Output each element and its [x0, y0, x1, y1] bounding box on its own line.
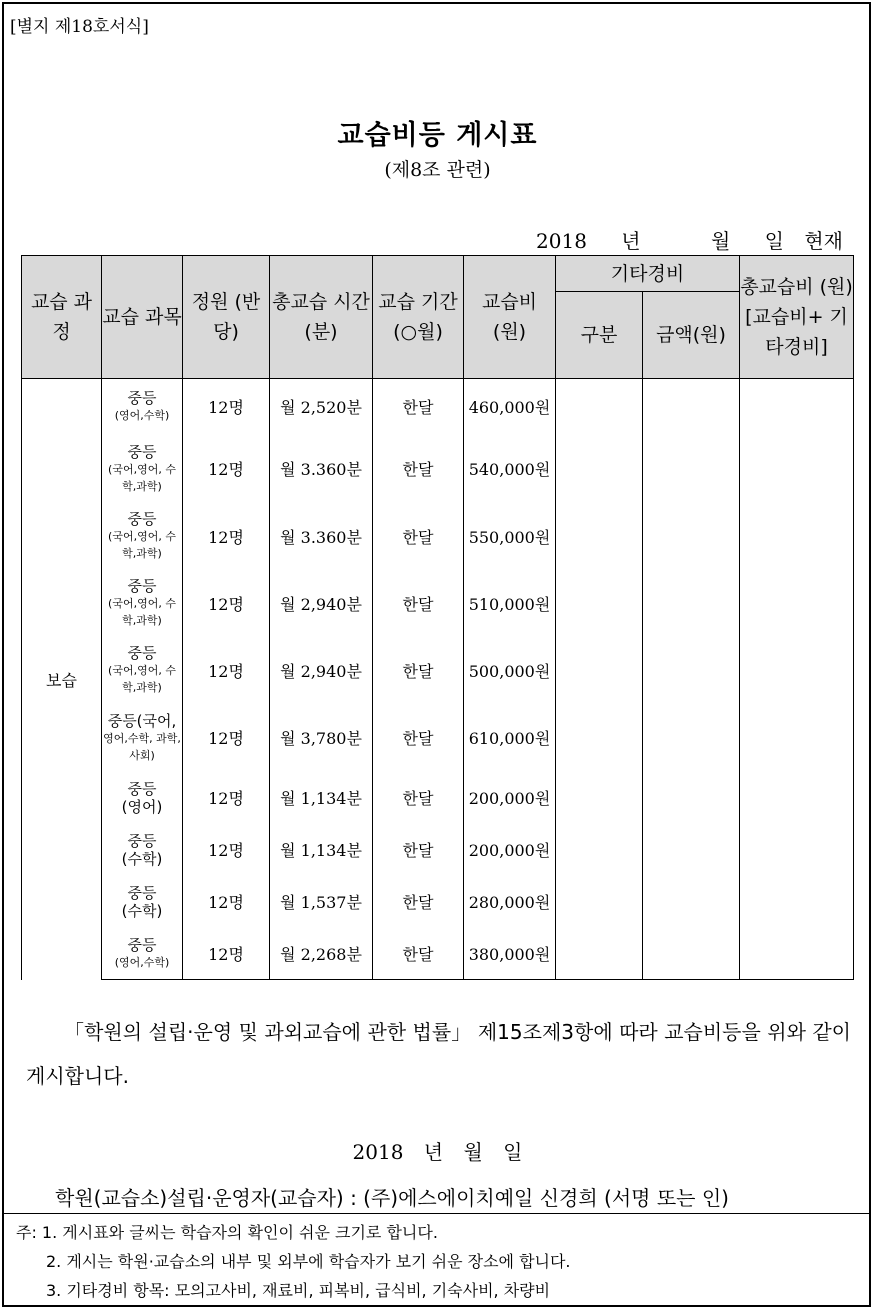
other-amount-cell: [643, 824, 740, 876]
header-tuition: 교습비 (원): [464, 256, 556, 379]
subject-main: 중등: [127, 389, 157, 408]
table-row: [22, 928, 854, 980]
header-other-expenses: 기타경비: [556, 256, 740, 292]
tuition-cell: 550,000원: [464, 503, 556, 570]
note-item: 2. 게시는 학원·교습소의 내부 및 외부에 학습자가 보기 쉬운 장소에 합니다.: [46, 1252, 571, 1271]
subject-cell: [102, 637, 183, 704]
other-type-cell: [556, 772, 643, 824]
table-row: [22, 824, 854, 876]
subject-main: 중등: [127, 831, 157, 850]
subject-main: 중등: [127, 510, 157, 528]
subject-cell: [102, 704, 183, 772]
capacity-cell: 12명: [183, 824, 270, 876]
other-amount-cell: [643, 772, 740, 824]
header-total-fee: 총교습비 (원) [교습비+ 기타경비]: [740, 256, 854, 379]
period-cell: 한달: [373, 379, 464, 435]
table-row: [22, 435, 854, 503]
other-type-cell: [556, 928, 643, 980]
other-amount-cell: [643, 928, 740, 980]
subject-cell: [102, 379, 183, 435]
other-amount-cell: [643, 876, 740, 928]
subject-detail: (국어,영어, 수학,과학): [108, 462, 176, 493]
capacity-cell: 12명: [183, 928, 270, 980]
hours-cell: 월 3.360분: [270, 435, 373, 503]
capacity-cell: 12명: [183, 876, 270, 928]
notes: [16, 1218, 571, 1305]
subject-detail: (영어): [121, 797, 163, 816]
period-cell: 한달: [373, 637, 464, 704]
period-cell: 한달: [373, 570, 464, 637]
hours-cell: 월 2,940분: [270, 570, 373, 637]
table-row: [22, 704, 854, 772]
other-amount-cell: [643, 379, 740, 435]
subject-cell: [102, 876, 183, 928]
subject-main: 중등: [127, 935, 157, 954]
total-fee-cell: [740, 704, 854, 772]
fee-table-body: [22, 379, 854, 980]
capacity-cell: 12명: [183, 637, 270, 704]
as-of-year: 2018: [536, 229, 587, 253]
tuition-cell: 610,000원: [464, 704, 556, 772]
other-type-cell: [556, 570, 643, 637]
period-cell: 한달: [373, 772, 464, 824]
subject-main: 중등: [127, 577, 157, 595]
period-cell: 한달: [373, 435, 464, 503]
period-cell: 한달: [373, 876, 464, 928]
as-of-year-unit: 년: [621, 229, 641, 253]
other-type-cell: [556, 379, 643, 435]
hours-cell: 월 2,520분: [270, 379, 373, 435]
subject-main: 중등: [127, 442, 157, 461]
operator-signature-line: 학원(교습소)설립·운영자(교습자) : (주)에스에이치예일 신경희 (서명 또는 인): [55, 1186, 729, 1210]
total-fee-cell: [740, 772, 854, 824]
hours-cell: 월 2,940분: [270, 637, 373, 704]
other-type-cell: [556, 435, 643, 503]
other-type-cell: [556, 637, 643, 704]
other-type-cell: [556, 503, 643, 570]
capacity-cell: 12명: [183, 503, 270, 570]
tuition-cell: 380,000원: [464, 928, 556, 980]
as-of-date: [536, 225, 843, 254]
subject-detail: (국어,영어, 수학,과학): [108, 597, 176, 627]
sign-date: 2018 년 월 일: [352, 1140, 523, 1164]
total-fee-cell: [740, 379, 854, 435]
fee-table: [21, 255, 854, 980]
table-row: [22, 379, 854, 435]
total-fee-cell: [740, 824, 854, 876]
subject-main: 중등: [127, 883, 157, 902]
tuition-cell: 460,000원: [464, 379, 556, 435]
subject-main: 중등: [127, 644, 157, 662]
period-cell: 한달: [373, 928, 464, 980]
tuition-cell: 280,000원: [464, 876, 556, 928]
other-amount-cell: [643, 704, 740, 772]
other-type-cell: [556, 704, 643, 772]
header-capacity: 정원 (반당): [183, 256, 270, 379]
subject-cell: [102, 824, 183, 876]
as-of-day-unit: 일: [764, 229, 784, 253]
tuition-cell: 510,000원: [464, 570, 556, 637]
table-row: [22, 503, 854, 570]
other-amount-cell: [643, 637, 740, 704]
subject-detail: (국어,영어, 수학,과학): [108, 664, 176, 694]
hours-cell: 월 2,268분: [270, 928, 373, 980]
hours-cell: 월 1,134분: [270, 772, 373, 824]
other-amount-cell: [643, 503, 740, 570]
subject-cell: [102, 503, 183, 570]
capacity-cell: 12명: [183, 772, 270, 824]
table-row: [22, 637, 854, 704]
table-row: [22, 876, 854, 928]
header-course: 교습 과정: [22, 256, 102, 379]
tuition-cell: 500,000원: [464, 637, 556, 704]
tuition-cell: 540,000원: [464, 435, 556, 503]
subject-detail: (영어,수학): [114, 955, 170, 969]
capacity-cell: 12명: [183, 379, 270, 435]
subject-detail: (영어,수학): [114, 409, 170, 423]
course-cell: 보습: [22, 379, 102, 980]
subject-detail: (수학): [121, 849, 163, 868]
total-fee-cell: [740, 570, 854, 637]
notice-text: 「학원의 설립·운영 및 과외교습에 관한 법률」 제15조제3항에 따라 교습비등을 위와 같이 게시합니다.: [26, 1020, 851, 1088]
document-title: 교습비등 게시표: [337, 120, 538, 151]
other-type-cell: [556, 824, 643, 876]
notes-divider: [4, 1213, 869, 1214]
document-subtitle: (제8조 관련): [384, 159, 491, 181]
period-cell: 한달: [373, 704, 464, 772]
header-total-hours: 총교습 시간(분): [270, 256, 373, 379]
subject-cell: [102, 435, 183, 503]
form-number: [별지 제18호서식]: [10, 17, 149, 37]
hours-cell: 월 3,780분: [270, 704, 373, 772]
subject-detail: 영어,수학, 과학,사회): [103, 731, 181, 762]
subject-detail: (수학): [121, 901, 163, 920]
other-amount-cell: [643, 435, 740, 503]
period-cell: 한달: [373, 503, 464, 570]
header-other-type: 구분: [556, 292, 643, 379]
header-subject: 교습 과목: [102, 256, 183, 379]
header-other-amount: 금액(원): [643, 292, 740, 379]
subject-cell: [102, 772, 183, 824]
total-fee-cell: [740, 637, 854, 704]
capacity-cell: 12명: [183, 704, 270, 772]
period-cell: 한달: [373, 824, 464, 876]
subject-cell: [102, 570, 183, 637]
table-row: [22, 772, 854, 824]
subject-main: 중등(국어,: [107, 711, 177, 730]
as-of-month-unit: 월: [710, 229, 731, 253]
total-fee-cell: [740, 435, 854, 503]
as-of-suffix: 현재: [804, 229, 843, 253]
other-type-cell: [556, 876, 643, 928]
tuition-cell: 200,000원: [464, 824, 556, 876]
total-fee-cell: [740, 503, 854, 570]
total-fee-cell: [740, 928, 854, 980]
other-amount-cell: [643, 570, 740, 637]
hours-cell: 월 1,134분: [270, 824, 373, 876]
capacity-cell: 12명: [183, 570, 270, 637]
note-item: 3. 기타경비 항목: 모의고사비, 재료비, 피복비, 급식비, 기숙사비, 차량비: [46, 1281, 551, 1300]
note-item: 주: 1. 게시표와 글씨는 학습자의 확인이 쉬운 크기로 합니다.: [16, 1223, 438, 1242]
hours-cell: 월 3.360분: [270, 503, 373, 570]
subject-main: 중등: [127, 779, 157, 798]
table-row: [22, 570, 854, 637]
subject-cell: [102, 928, 183, 980]
header-period: 교습 기간 (○월): [373, 256, 464, 379]
tuition-cell: 200,000원: [464, 772, 556, 824]
subject-detail: (국어,영어, 수학,과학): [108, 530, 176, 560]
capacity-cell: 12명: [183, 435, 270, 503]
total-fee-cell: [740, 876, 854, 928]
hours-cell: 월 1,537분: [270, 876, 373, 928]
